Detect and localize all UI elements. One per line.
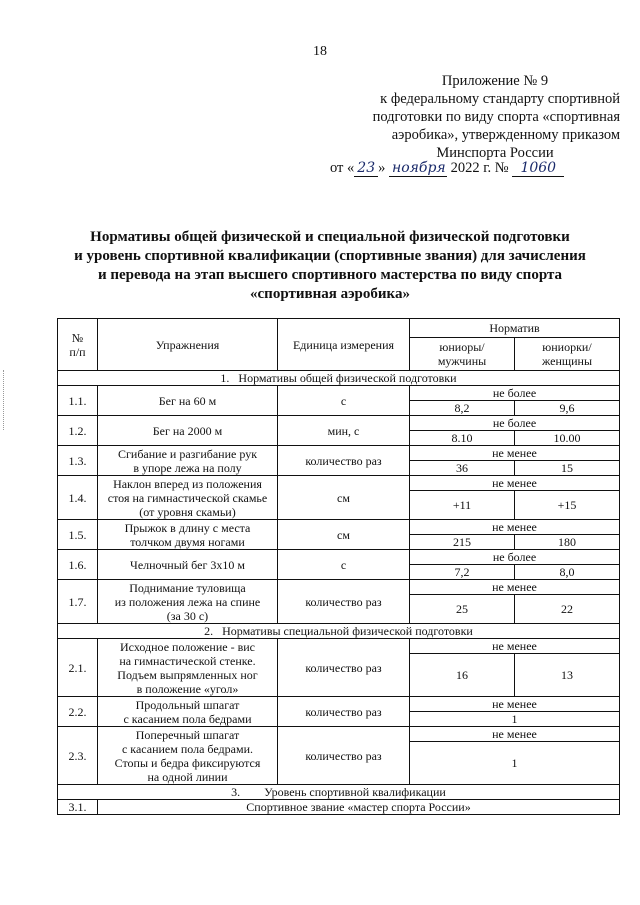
unit-of-measure: с xyxy=(278,386,410,416)
header-male: юниоры/ мужчины xyxy=(410,338,515,371)
norm-value-male: 16 xyxy=(410,654,515,697)
table-row xyxy=(58,386,620,401)
row-number: 2.2. xyxy=(58,697,98,727)
exercise-name: Челночный бег 3x10 м xyxy=(98,550,278,580)
table-row xyxy=(58,476,620,491)
norm-value-female: 8,0 xyxy=(515,565,620,580)
exercise-name: Наклон вперед из положения стоя на гимнастической скамье (от уровня скамьи) xyxy=(98,476,278,520)
norm-value-male: 25 xyxy=(410,595,515,624)
qualification-title: Спортивное звание «мастер спорта России» xyxy=(98,800,620,815)
norm-value-both: 1 xyxy=(410,742,620,785)
norm-value-male: 215 xyxy=(410,535,515,550)
order-date-line xyxy=(330,160,620,177)
row-number: 1.6. xyxy=(58,550,98,580)
norm-value-female: 22 xyxy=(515,595,620,624)
norm-condition: не менее xyxy=(410,697,620,712)
table-row xyxy=(58,639,620,654)
table-row xyxy=(58,520,620,535)
appendix-line: к федеральному стандарту спортивной xyxy=(380,91,620,107)
unit-of-measure: см xyxy=(278,476,410,520)
appendix-title: Приложение № 9 xyxy=(441,73,549,89)
title-line: и перевода на этап высшего спортивного мастерства по виду спорта xyxy=(97,267,563,283)
exercise-name: Бег на 2000 м xyxy=(98,416,278,446)
row-number: 1.1. xyxy=(58,386,98,416)
exercise-name: Бег на 60 м xyxy=(98,386,278,416)
norm-condition: не менее xyxy=(410,520,620,535)
row-number: 3.1. xyxy=(58,800,98,815)
norm-condition: не менее xyxy=(410,446,620,461)
unit-of-measure: количество раз xyxy=(278,639,410,697)
unit-of-measure: количество раз xyxy=(278,446,410,476)
title-line: Нормативы общей физической и специальной физической подготовки xyxy=(90,229,570,245)
row-number: 1.5. xyxy=(58,520,98,550)
row-number: 2.1. xyxy=(58,639,98,697)
norm-value-female: +15 xyxy=(515,491,620,520)
table-row xyxy=(58,727,620,742)
norm-condition: не более xyxy=(410,386,620,401)
exercise-name: Поднимание туловища из положения лежа на спине (за 30 с) xyxy=(98,580,278,624)
norm-value-female: 15 xyxy=(515,461,620,476)
exercise-name: Исходное положение - вис на гимнастической стенке. Подъем выпрямленных ног в положение «угол» xyxy=(98,639,278,697)
norm-condition: не более xyxy=(410,416,620,431)
norm-condition: не менее xyxy=(410,476,620,491)
date-mid: » xyxy=(378,160,386,176)
date-prefix: от « xyxy=(330,160,355,176)
appendix-header xyxy=(300,72,620,162)
handwritten-month: ноября xyxy=(389,160,447,177)
unit-of-measure: мин, с xyxy=(278,416,410,446)
handwritten-day: 23 xyxy=(354,160,378,177)
exercise-name: Поперечный шпагат с касанием пола бедрами. Стопы и бедра фиксируются на одной линии xyxy=(98,727,278,785)
norm-condition: не менее xyxy=(410,580,620,595)
header-unit: Единица измерения xyxy=(278,319,410,371)
norms-table xyxy=(57,318,620,815)
appendix-line: Минспорта России xyxy=(436,145,554,161)
date-suffix: 2022 г. № xyxy=(450,160,509,176)
norm-value-female: 10.00 xyxy=(515,431,620,446)
exercise-name: Сгибание и разгибание рук в упоре лежа на полу xyxy=(98,446,278,476)
header-exercise: Упражнения xyxy=(98,319,278,371)
norm-value-male: +11 xyxy=(410,491,515,520)
title-line: «спортивная аэробика» xyxy=(250,286,410,302)
unit-of-measure: количество раз xyxy=(278,727,410,785)
exercise-name: Прыжок в длину с места толчком двумя ногами xyxy=(98,520,278,550)
unit-of-measure: количество раз xyxy=(278,580,410,624)
document-title xyxy=(40,228,620,304)
norm-condition: не более xyxy=(410,550,620,565)
norm-condition: не менее xyxy=(410,727,620,742)
norm-value-male: 7,2 xyxy=(410,565,515,580)
unit-of-measure: количество раз xyxy=(278,697,410,727)
appendix-line: аэробика», утвержденному приказом xyxy=(391,127,620,143)
table-row xyxy=(58,697,620,712)
norm-value-female: 13 xyxy=(515,654,620,697)
handwritten-number: 1060 xyxy=(512,160,564,177)
row-number: 2.3. xyxy=(58,727,98,785)
unit-of-measure: с xyxy=(278,550,410,580)
table-row xyxy=(58,446,620,461)
row-number: 1.4. xyxy=(58,476,98,520)
section-heading: 3. Уровень спортивной квалификации xyxy=(58,785,620,800)
header-num: № п/п xyxy=(58,319,98,371)
table-row xyxy=(58,550,620,565)
table-row xyxy=(58,416,620,431)
section-heading: 1. Нормативы общей физической подготовки xyxy=(58,371,620,386)
table-row xyxy=(58,580,620,595)
norm-value-female: 180 xyxy=(515,535,620,550)
norm-value-female: 9,6 xyxy=(515,401,620,416)
section-heading: 2. Нормативы специальной физической подготовки xyxy=(58,624,620,639)
title-line: и уровень спортивной квалификации (спортивные звания) для зачисления xyxy=(74,248,586,264)
appendix-line: подготовки по виду спорта «спортивная xyxy=(372,109,620,125)
row-number: 1.3. xyxy=(58,446,98,476)
table-row xyxy=(58,800,620,815)
page-number: 18 xyxy=(313,44,327,59)
norm-value-both: 1 xyxy=(410,712,620,727)
norm-value-male: 36 xyxy=(410,461,515,476)
norm-value-male: 8,2 xyxy=(410,401,515,416)
row-number: 1.7. xyxy=(58,580,98,624)
unit-of-measure: см xyxy=(278,520,410,550)
norm-value-male: 8.10 xyxy=(410,431,515,446)
margin-dots xyxy=(3,370,6,430)
row-number: 1.2. xyxy=(58,416,98,446)
header-female: юниорки/ женщины xyxy=(515,338,620,371)
exercise-name: Продольный шпагат с касанием пола бедрами xyxy=(98,697,278,727)
header-norm: Норматив xyxy=(410,319,620,338)
norm-condition: не менее xyxy=(410,639,620,654)
